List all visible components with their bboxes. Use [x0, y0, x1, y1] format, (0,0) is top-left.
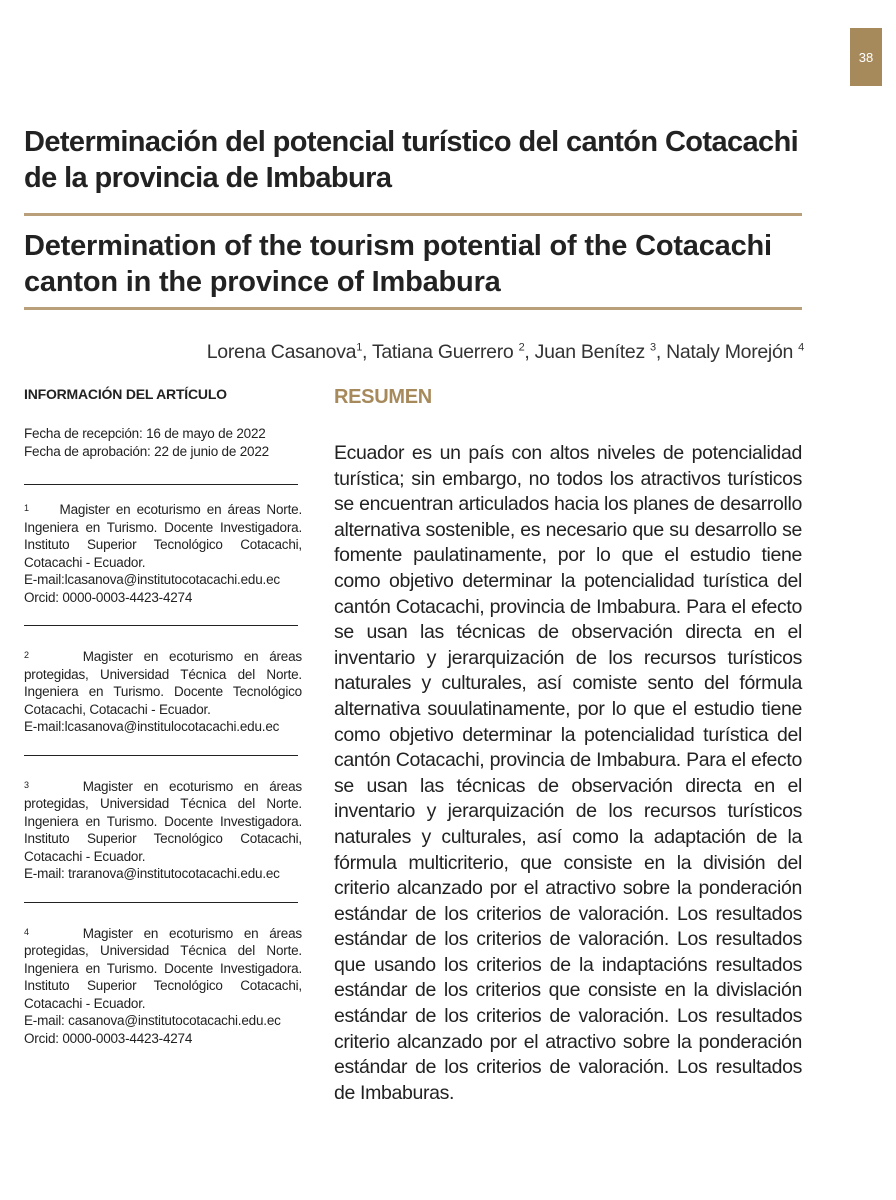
affiliation-text: Magister en ecoturismo en áreas protegidas, Universidad Técnica del Norte. Ingeniera en Turismo. Docente Investigadora. Instituto Superior Tecnológico Cotacachi, Cotacachi - Ecuador.	[24, 778, 302, 864]
separator	[24, 902, 298, 903]
abstract-text: Ecuador es un país con altos niveles de potencialidad turística; sin embargo, no todos los atractivos turísticos se encuentran articulados hacia los planes de desarrollo alternativa sostenible, es necesario que su desarrollo se fomente paulatinamente, por lo que el estudio tiene como objetivo determinar la potencialidad turística del cantón Cotacachi, provincia de Imbabura. Para el efecto se usan las técnicas de observación directa en el inventario y jerarquización de los recursos turísticos naturales y culturales, así comiste sento del fórmula alternativa souulatinamente, por lo que el estudio tiene como objetivo determinar la potencialidad turística del cantón Cotacachi, provincia de Imbabura. Para el efecto se usan las técnicas de observación directa en el inventario y jerarquización de los recursos turísticos naturales y culturales, así como la adaptación de la fórmula multicriterio, que consiste en la división del criterio alcanzado por el atractivo sobre la ponderación estándar de los criterios de valoración. Los resultados estándar de los criterios de valoración. Los resultados que usando los criterios de la indaptacións resultados estándar de los criterios que consiste en la divislación estándar de los criterios de valoración. Los resultados criterio alcanzado por el atractivo sobre la ponderación estándar de los criterios de valoración. Los resultados de Imbaburas.	[334, 442, 802, 1104]
affiliation-text: Magister en ecoturismo en áreas protegidas, Universidad Técnica del Norte. Ingeniera en Turismo. Docente Tecnológico Cotacachi, Cotacachi - Ecuador.	[24, 649, 302, 717]
author-mark: 4	[798, 341, 804, 354]
page-number-tab: 38	[850, 28, 882, 86]
affiliation-number: 4	[24, 926, 29, 937]
author-name: Juan Benítez	[534, 341, 651, 363]
article-info-heading: INFORMACIÓN DEL ARTÍCULO	[24, 386, 227, 402]
affiliation-note	[24, 925, 302, 1048]
separator	[24, 484, 298, 485]
received-date: Fecha de recepción: 16 de mayo de 2022	[24, 426, 266, 441]
article-dates	[24, 425, 302, 461]
affiliation-text: Magister en ecoturismo en áreas protegidas, Universidad Técnica del Norte. Ingeniera en Turismo. Docente Investigadora. Instituto Superior Tecnológico Cotacachi, Cotacachi - Ecuador.	[24, 925, 302, 1011]
approved-date: Fecha de aprobación: 22 de junio de 2022	[24, 444, 269, 459]
affiliation-email: E-mail:lcasanova@institulocotacachi.edu.ec	[24, 719, 280, 734]
affiliation-text: Magister en ecoturismo en áreas Norte. Ingeniera en Turismo. Docente Investigadora. Instituto Superior Tecnológico Cotacachi, Cotacachi - Ecuador.	[24, 502, 302, 570]
author-name: Lorena Casanova	[206, 341, 357, 363]
title-english: Determination of the tourism potential of the Cotacachi canton in the province of Imbabura	[24, 230, 772, 298]
author-separator: ,	[655, 341, 667, 363]
title-divider	[24, 213, 802, 216]
affiliation-number: 3	[24, 779, 29, 790]
title-divider	[24, 307, 802, 310]
author-mark: 1	[356, 341, 363, 354]
affiliation-email: E-mail: traranova@institutocotacachi.edu.ec	[24, 866, 280, 881]
abstract-column	[334, 386, 802, 1106]
author-list	[207, 341, 804, 364]
abstract-heading: RESUMEN	[334, 386, 432, 408]
author-name: Nataly Morejón	[666, 341, 799, 363]
affiliation-orcid: Orcid: 0000-0003-4423-4274	[24, 589, 193, 605]
affiliation-number: 2	[24, 650, 29, 660]
author-separator: ,	[362, 341, 372, 363]
affiliation-email: E-mail: casanova@institutocotacachi.edu.ec	[24, 1013, 281, 1028]
affiliation-number: 1	[24, 503, 29, 513]
title-spanish: Determinación del potencial turístico del cantón Cotacachi de la provincia de Imbabura	[24, 126, 799, 194]
affiliation-note	[24, 648, 302, 736]
affiliation-note	[24, 778, 302, 883]
author-mark: 2	[518, 341, 525, 354]
affiliation-email: E-mail:lcasanova@institutocotacachi.edu.ec	[24, 572, 280, 587]
author-mark: 3	[650, 341, 656, 354]
author-separator: ,	[524, 341, 535, 363]
affiliation-orcid: Orcid: 0000-0003-4423-4274	[24, 1030, 193, 1046]
separator	[24, 755, 298, 756]
separator	[24, 625, 298, 626]
author-name: Tatiana Guerrero	[371, 341, 519, 363]
affiliation-note	[24, 501, 302, 606]
article-info-column	[24, 386, 302, 1047]
